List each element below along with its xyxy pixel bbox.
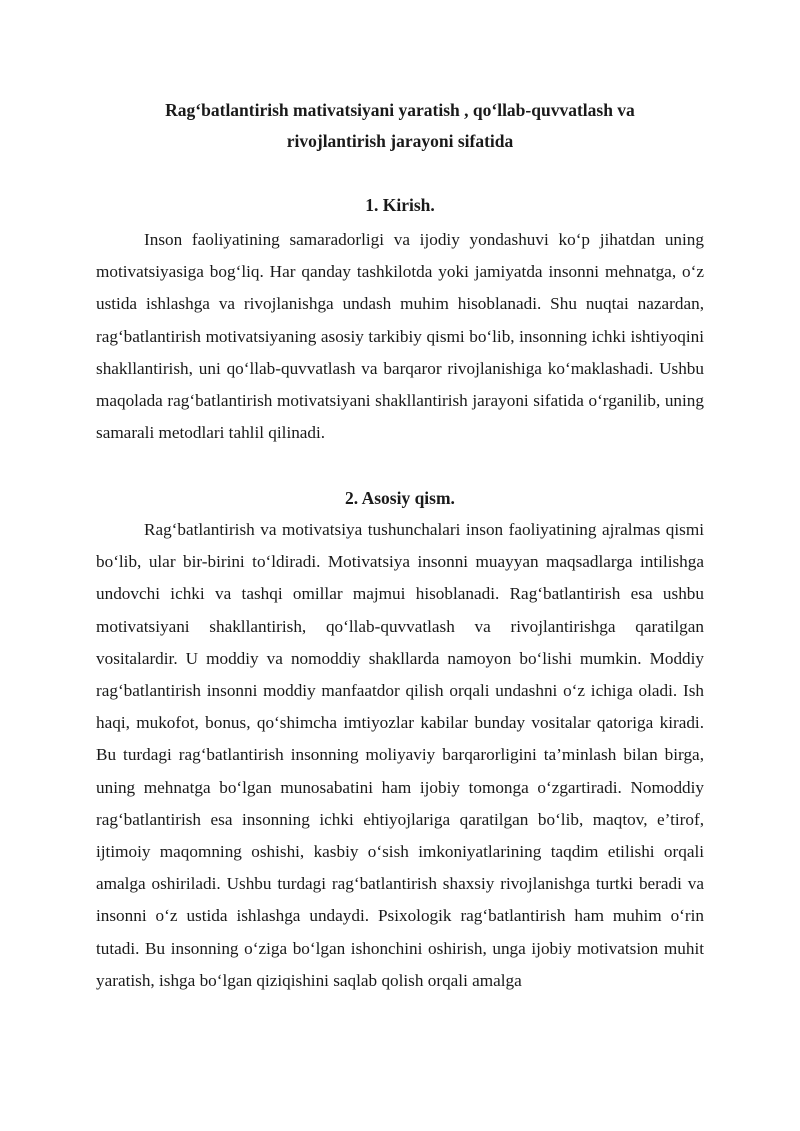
title-line-1: Rag‘batlantirish mativatsiyani yaratish , qo‘llab-quvvatlash va — [165, 100, 635, 120]
title-line-2: rivojlantirish jarayoni sifatida — [286, 131, 514, 151]
section-heading-main-part: 2. Asosiy qism. — [345, 488, 455, 508]
introduction-paragraph: Inson faoliyatining samaradorligi va ijodiy yondashuvi ko‘p jihatdan uning motivatsiyasiga bog‘liq. Har qanday tashkilotda yoki jamiyatda insonni mehnatga, o‘z ustida ishlashga va rivojlanishga undash muhim hisoblanadi. Shu nuqtai nazardan, rag‘batlantirish motivatsiyaning asosiy tarkibiy qismi bo‘lib, insonning ichki ishtiyoqini shakllantirish, uni qo‘llab-quvvatlash va barqaror rivojlanishiga ko‘maklashadi. Ushbu maqolada rag‘batlantirish motivatsiyani shakllantirish jarayoni sifatida o‘rganilib, uning samarali metodlari tahlil qilinadi. — [96, 230, 704, 443]
main-part-paragraph: Rag‘batlantirish va motivatsiya tushunchalari inson faoliyatining ajralmas qismi bo‘lib, ular bir-birini to‘ldiradi. Motivatsiya insonni muayyan maqsadlarga intilishga undovchi ichki va tashqi omillar majmui hisoblanadi. Rag‘batlantirish esa ushbu motivatsiyani shakllantirish, qo‘llab-quvvatlash va rivojlantirishga qaratilgan vositalardir. U moddiy va nomoddiy shakllarda namoyon bo‘lishi mumkin. Moddiy rag‘batlantirish insonni moddiy manfaatdor qilish orqali undashni o‘z ichiga oladi. Ish haqi, mukofot, bonus, qo‘shimcha imtiyozlar kabilar bunday vositalar qatoriga kiradi. Bu turdagi rag‘batlantirish insonning moliyaviy barqarorligini ta’minlash bilan birga, uning mehnatga bo‘lgan munosabatini ham ijobiy tomonga o‘zgartiradi. Nomoddiy rag‘batlantirish esa insonning ichki ehtiyojlariga qaratilgan bo‘lib, maqtov, e’tirof, ijtimoiy maqomning oshishi, kasbiy o‘sish imkoniyatlarining taqdim etilishi orqali amalga oshiriladi. Ushbu turdagi rag‘batlantirish shaxsiy rivojlanishga turtki beradi va insonni o‘z ustida ishlashga undaydi. Psixologik rag‘batlantirish ham muhim o‘rin tutadi. Bu insonning o‘ziga bo‘lgan ishonchini oshirish, unga ijobiy motivatsion muhit yaratish, ishga bo‘lgan qiziqishini saqlab qolish orqali amalga — [96, 520, 704, 990]
document-title — [96, 95, 704, 157]
section-heading-introduction: 1. Kirish. — [365, 195, 435, 215]
